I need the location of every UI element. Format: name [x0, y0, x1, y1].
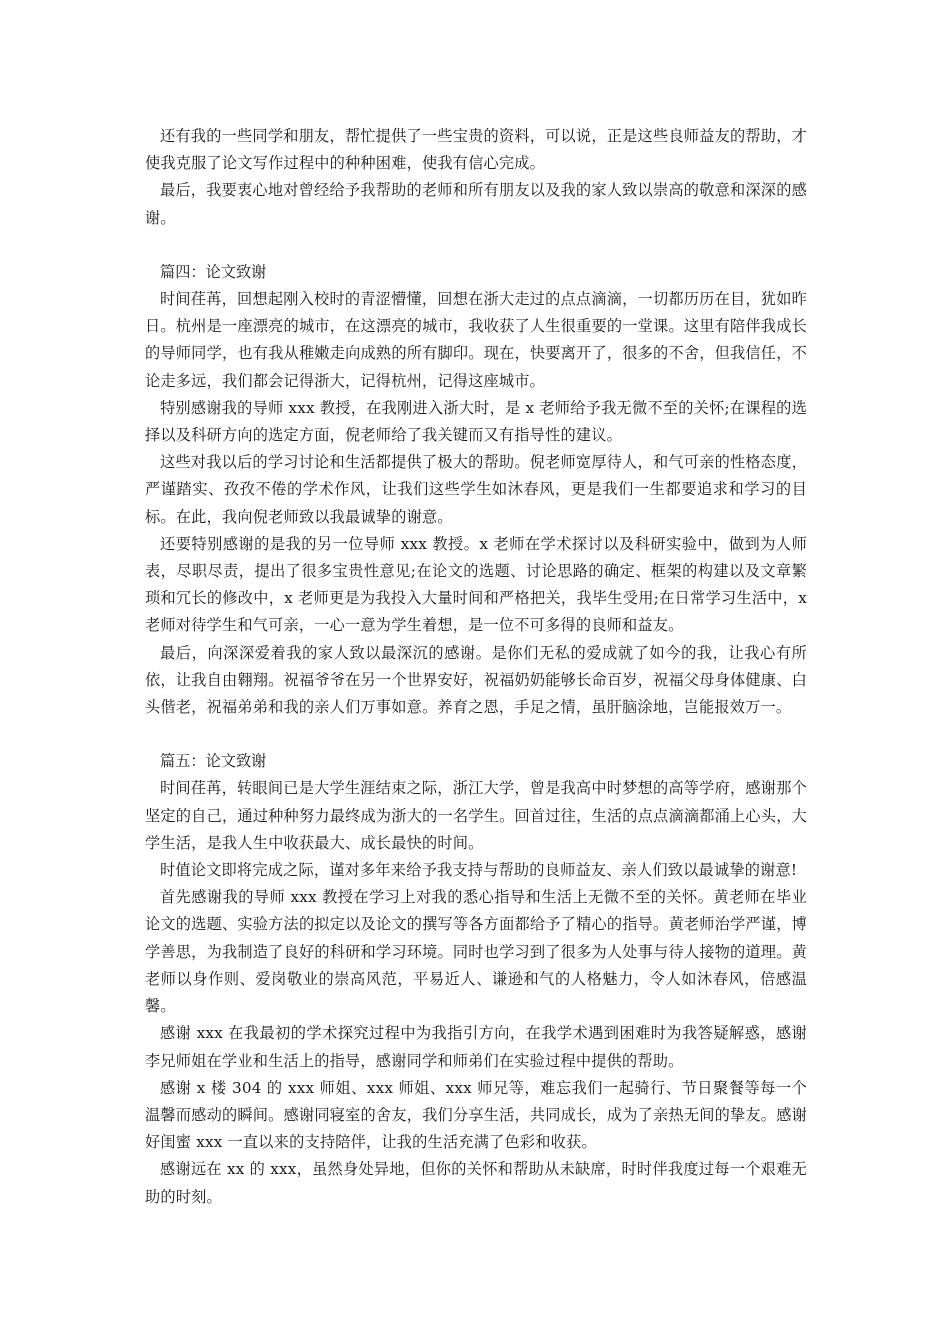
intro-paragraph-2: 最后，我要衷心地对曾经给予我帮助的老师和所有朋友以及我的家人致以崇高的敬意和深深的感谢。: [145, 181, 807, 227]
section-4: [145, 259, 807, 721]
section-5-paragraph-2: 时值论文即将完成之际，谨对多年来给予我支持与帮助的良师益友、亲人们致以最诚挚的谢意!: [160, 861, 798, 880]
section-4-paragraph-4: 还要特别感谢的是我的另一位导师 xxx 教授。x 老师在学术探讨以及科研实验中，做到为人师表，尽职尽责，提出了很多宝贵性意见;在论文的选题、讨论思路的确定、框架的构建以及文章繁琐和冗长的修改中，x 老师更是为我投入大量时间和严格把关，我毕生受用;在日常学习生活中，x 老师对待学生和气可亲，一心一意为学生着想，是一位不可多得的良师和益友。: [145, 534, 807, 635]
section-4-paragraph-1: 时间荏苒，回想起刚入校时的青涩懵懂，回想在浙大走过的点点滴滴，一切都历历在目，犹如昨日。杭州是一座漂亮的城市，在这漂亮的城市，我收获了人生很重要的一堂课。这里有陪伴我成长的导师同学，也有我从稚嫩走向成熟的所有脚印。现在，快要离开了，很多的不舍，但我信任，不论走多远，我们都会记得浙大，记得杭州，记得这座城市。: [145, 290, 807, 390]
intro-section: [145, 123, 807, 232]
section-5: [145, 748, 807, 1210]
spacer: [145, 721, 807, 748]
section-4-paragraph-3: 这些对我以后的学习讨论和生活都提供了极大的帮助。倪老师宽厚待人，和气可亲的性格态度，严谨踏实、孜孜不倦的学术作风，让我们这些学生如沐春风，更是我们一生都要追求和学习的目标。在此，我向倪老师致以我最诚挚的谢意。: [145, 453, 807, 526]
section-4-paragraph-5: 最后，向深深爱着我的家人致以最深沉的感谢。是你们无私的爱成就了如今的我，让我心有所依，让我自由翱翔。祝福爷爷在另一个世界安好，祝福奶奶能够长命百岁，祝福父母身体健康、白头偕老，祝福弟弟和我的亲人们万事如意。养育之恩，手足之情，虽肝脑涂地，岂能报效万一。: [145, 643, 807, 717]
section-5-paragraph-6: 感谢远在 xx 的 xxx，虽然身处异地，但你的关怀和帮助从未缺席，时时伴我度过每一个艰难无助的时刻。: [145, 1160, 807, 1206]
intro-paragraph-1: 还有我的一些同学和朋友，帮忙提供了一些宝贵的资料，可以说，正是这些良师益友的帮助，才使我克服了论文写作过程中的种种困难，使我有信心完成。: [145, 127, 807, 173]
section-5-heading: 篇五：论文致谢: [160, 752, 267, 771]
section-5-paragraph-1: 时间荏苒，转眼间已是大学生涯结束之际，浙江大学，曾是我高中时梦想的高等学府，感谢那个坚定的自己，通过种种努力最终成为浙大的一名学生。回首过往，生活的点点滴滴都涌上心头，大学生活，是我人生中收获最大、成长最快的时间。: [145, 779, 807, 852]
section-5-paragraph-3: 首先感谢我的导师 xxx 教授在学习上对我的悉心指导和生活上无微不至的关怀。黄老师在毕业论文的选题、实验方法的拟定以及论文的撰写等各方面都给予了精心的指导。黄老师治学严谨，博学善思，为我制造了良好的科研和学习环境。同时也学习到了很多为人处事与待人接物的道理。黄老师以身作则、爱岗敬业的崇高风范，平易近人、谦逊和气的人格魅力，令人如沐春风，倍感温馨。: [145, 888, 807, 1016]
section-4-paragraph-2: 特别感谢我的导师 xxx 教授，在我刚进入浙大时，是 x 老师给予我无微不至的关怀;在课程的选择以及科研方向的选定方面，倪老师给了我关键而又有指导性的建议。: [145, 398, 807, 445]
spacer: [145, 232, 807, 259]
document-page: [145, 123, 807, 1211]
section-5-paragraph-5: 感谢 x 楼 304 的 xxx 师姐、xxx 师姐、xxx 师兄等，难忘我们一起骑行、节日聚餐等每一个温馨而感动的瞬间。感谢同寝室的舍友，我们分享生活，共同成长，成为了亲热无间的挚友。感谢好闺蜜 xxx 一直以来的支持陪伴，让我的生活充满了色彩和收获。: [145, 1078, 807, 1152]
section-5-paragraph-4: 感谢 xxx 在我最初的学术探究过程中为我指引方向，在我学术遇到困难时为我答疑解惑，感谢李兄师姐在学业和生活上的指导，感谢同学和师弟们在实验过程中提供的帮助。: [145, 1024, 807, 1070]
section-4-heading: 篇四：论文致谢: [160, 262, 267, 281]
